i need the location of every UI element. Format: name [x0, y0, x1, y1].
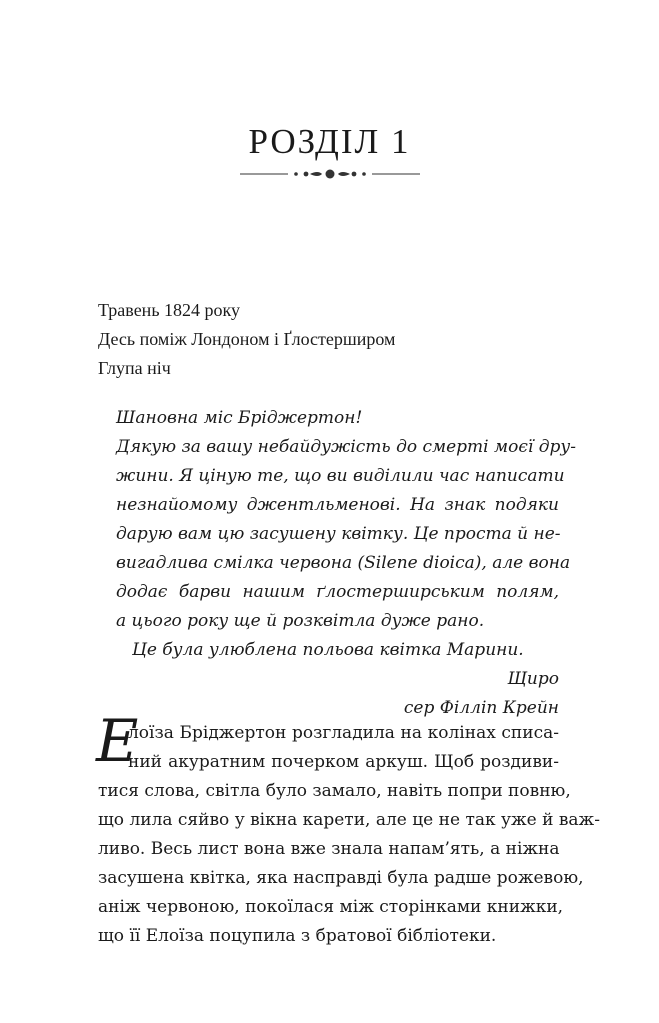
letter-block: [116, 404, 576, 723]
letter-salutation: Шановна міс Бріджертон!: [116, 408, 363, 428]
body-line: лоїза Бріджертон розгладила на колінах списа-: [128, 723, 559, 743]
body-line: що її Елоїза поцупила з братової бібліотеки.: [98, 926, 497, 946]
heading-time: Глупа ніч: [98, 358, 171, 378]
letter-signature: сер Філліп Крейн: [403, 698, 559, 718]
letter-line: дарую вам цю засушену квітку. Це проста й не-: [116, 524, 561, 544]
body-paragraph: [98, 719, 600, 951]
body-line: ний акуратним почерком аркуш. Щоб роздиви-: [128, 752, 559, 772]
body-line: засушена квітка, яка насправді була радше рожевою,: [98, 868, 584, 888]
chapter-heading-block: [98, 296, 395, 383]
heading-place: Десь поміж Лондоном і Ґлостерширом: [98, 329, 396, 349]
heading-date: Травень 1824 року: [98, 300, 241, 320]
drop-cap: Е: [96, 707, 139, 775]
letter-line: незнайомому джентльменові. На знак подяки: [116, 495, 559, 515]
letter-line: додає барви нашим ґлостерширським полям,: [116, 582, 559, 602]
body-line: ливо. Весь лист вона вже знала напам’ять, а ніжна: [98, 839, 560, 859]
divider-ornament-icon: [240, 166, 420, 182]
letter-closing: Щиро: [507, 669, 559, 689]
body-line: що лила сяйво у вікна карети, але це не так уже й важ-: [98, 810, 600, 830]
letter-last-paragraph: Це була улюблена польова квітка Марини.: [132, 640, 524, 660]
letter-line: жини. Я ціную те, що ви виділили час написати: [116, 466, 565, 486]
body-line: аніж червоною, покоїлася між сторінками книжки,: [98, 897, 564, 917]
chapter-title: РОЗДІЛ 1: [248, 122, 411, 161]
body-line: тися слова, світла було замало, навіть попри повню,: [98, 781, 571, 801]
letter-line: а цього року ще й розквітла дуже рано.: [116, 611, 485, 631]
letter-line: Дякую за вашу небайдужість до смерті моєї дру-: [116, 437, 576, 457]
letter-line: вигадлива смілка червона (Silene dioica), але вона: [116, 553, 571, 573]
